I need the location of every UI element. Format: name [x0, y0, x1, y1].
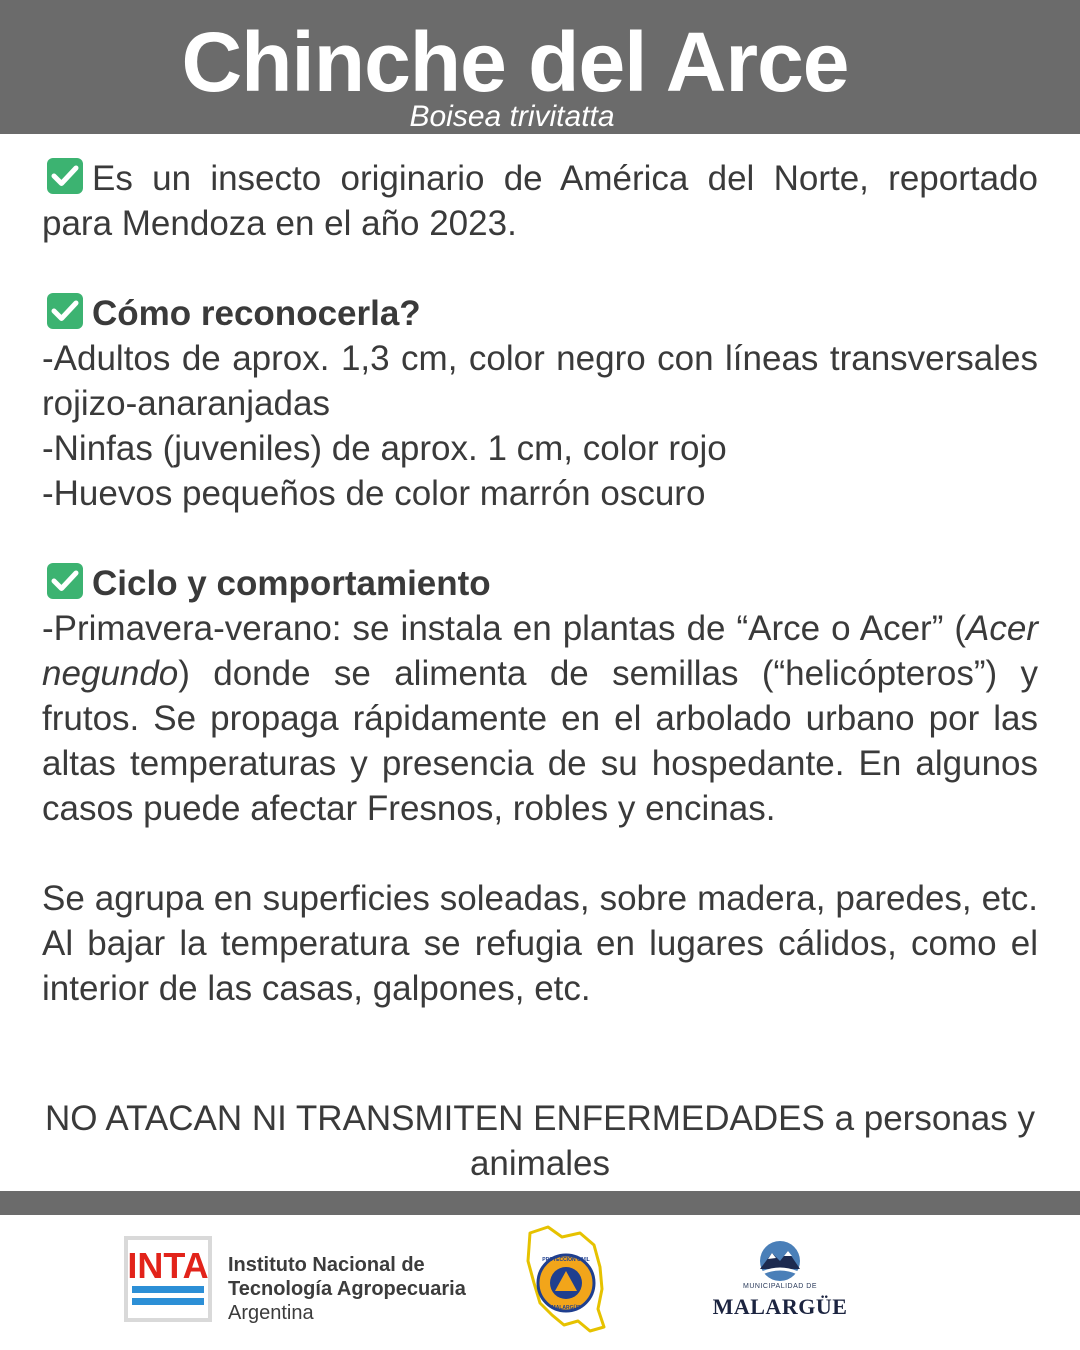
malargue-wordmark: MALARGÜE: [712, 1294, 848, 1319]
header-banner: [0, 0, 1080, 134]
cycle-heading: Ciclo y comportamiento: [92, 564, 491, 603]
check-mark-icon: [46, 292, 84, 330]
footer-logos: [0, 1215, 1080, 1350]
inta-line-1: Instituto Nacional de: [228, 1254, 425, 1276]
intro-text: Es un insecto originario de América del Norte, reportado para Mendoza en el año 2023.: [42, 159, 1038, 243]
cycle-text-start: -Primavera-verano: se instala en plantas de “Arce o Acer” (: [42, 609, 967, 648]
check-mark-icon: [46, 562, 84, 600]
adults-description: -Adultos de aprox. 1,3 cm, color negro con líneas transversales rojizo-anaranjadas: [42, 339, 1038, 423]
grouping-paragraph: Se agrupa en superficies soleadas, sobre madera, paredes, etc. Al bajar la temperatura se refugia en lugares cálidos, como el interior de las casas, galpones, etc.: [42, 879, 1038, 1008]
recognize-heading: Cómo reconocerla?: [92, 294, 421, 333]
municipalidad-malargue-logo: [710, 1239, 850, 1325]
species-name: Acer negundo: [42, 609, 1038, 693]
nymphs-description: -Ninfas (juveniles) de aprox. 1 cm, color rojo: [42, 429, 727, 468]
main-content: [42, 156, 1038, 1011]
proteccion-civil-bottom-text: MALARGÜE: [551, 1305, 581, 1311]
page-title: Chinche del Arce: [181, 15, 849, 109]
inta-line-2: Tecnología Agropecuaria: [228, 1278, 466, 1300]
recognize-heading-row: [42, 291, 1038, 336]
cycle-heading-row: [42, 561, 1038, 606]
scientific-name: Boisea trivitatta: [409, 100, 615, 133]
municipalidad-label: MUNICIPALIDAD DE: [743, 1283, 817, 1290]
inta-logo-text: INTA: [127, 1245, 209, 1286]
warning-notice: NO ATACAN NI TRANSMITEN ENFERMEDADES a personas y animales: [45, 1099, 1035, 1183]
cycle-paragraph: [42, 606, 1038, 831]
check-mark-icon: [46, 157, 84, 195]
intro-paragraph: [42, 156, 1038, 246]
inta-line-3: Argentina: [228, 1302, 314, 1324]
proteccion-civil-ring-text: PROTECCIÓN CIVIL: [542, 1257, 590, 1263]
cycle-text-end: ) donde se alimenta de semillas (“helicópteros”) y frutos. Se propaga rápidamente en el arbolado urbano por las altas temperaturas y presencia de su hospedante. En algunos casos puede afectar Fresnos, robles y encinas.: [42, 654, 1038, 828]
inta-logo: [124, 1236, 212, 1322]
eggs-description: -Huevos pequeños de color marrón oscuro: [42, 474, 706, 513]
footer-divider: [0, 1191, 1080, 1215]
inta-name: [228, 1253, 498, 1325]
proteccion-civil-logo: [524, 1223, 608, 1333]
